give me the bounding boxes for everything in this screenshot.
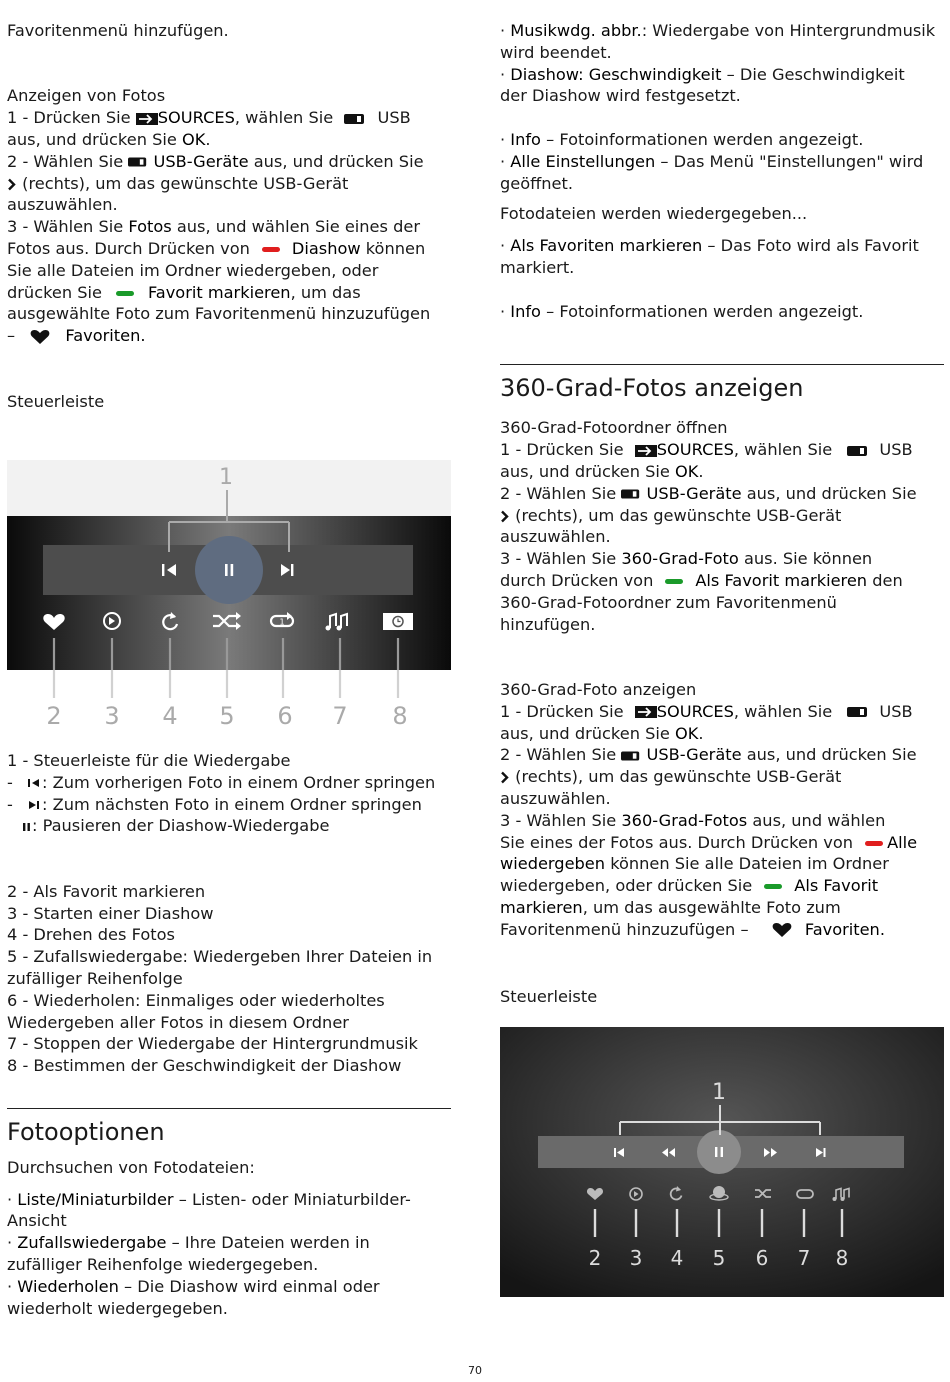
right-callout-2: 2 [588,1246,602,1270]
speed-icon [383,613,413,630]
red-key-icon [262,247,280,252]
heart-icon [772,922,792,938]
options-intro: Durchsuchen von Fotodateien: [7,1157,255,1177]
control-bar-360-figure [500,1027,944,1297]
subtitle-show-360: 360-Grad-Foto anzeigen [500,679,697,699]
open-step-1: 1 - Drücken Sie SOURCES, wählen Sie USB aus, und drücken Sie OK. [500,440,913,481]
chevron-right-icon [500,771,510,784]
red-key-icon [865,841,883,846]
usb-icon [847,706,869,718]
option-list: · Liste/Miniaturbilder – Listen- oder Miniaturbilder- Ansicht [7,1189,411,1231]
sources-icon [635,706,657,718]
section-title-photo-options: Fotooptionen [7,1117,165,1146]
left-callout-8: 8 [392,702,408,730]
right-column [500,20,945,1008]
control-bar-figure [7,460,451,730]
section-divider [7,1108,451,1109]
legend-7: 7 - Stoppen der Wiedergabe der Hintergrundmusik [7,1034,418,1054]
legend-3: 3 - Starten einer Diashow [7,903,214,923]
usb-icon [621,750,641,762]
right-callout-8: 8 [835,1246,849,1270]
option-repeat: · Wiederholen – Die Diashow wird einmal oder wiederholt wiedergegeben. [7,1276,380,1318]
option-all-settings: · Alle Einstellungen – Das Menü "Einstellungen" wird geöffnet. [500,151,924,193]
legend-1: 1 - Steuerleiste für die Wiedergabe [7,751,291,770]
subtitle-open-360: 360-Grad-Fotoordner öffnen [500,418,728,438]
right-callout-3: 3 [629,1246,643,1270]
left-legend [7,750,452,1319]
green-key-icon [116,291,134,296]
next-icon [26,799,42,811]
chevron-right-icon [500,510,510,523]
left-callout-5: 5 [219,702,235,730]
sources-icon [635,445,657,457]
usb-icon [344,113,366,125]
legend-2: 2 - Als Favorit markieren [7,881,206,901]
option-shuffle: · Zufallswiedergabe – Ihre Dateien werden in zufälliger Reihenfolge wiedergegeben. [7,1233,370,1274]
show-step-1: 1 - Drücken Sie SOURCES, wählen Sie USB aus, und drücken Sie OK. [500,701,913,743]
section-divider [500,364,944,365]
controls-label: Steuerleiste [7,391,105,411]
pause-icon [22,821,32,833]
legend-5: 5 - Zufallswiedergabe: Wiedergeben Ihrer Dateien in zufälliger Reihenfolge [7,947,433,988]
legend-4: 4 - Drehen des Fotos [7,925,175,945]
left-callout-3: 3 [104,702,120,730]
step-3: 3 - Wählen Sie Fotos aus, und wählen Sie eines der Fotos aus. Durch Drücken von Diashow können Sie alle Dateien im Ordner wiedergeben, oder drücken Sie Favorit markieren, um das ausgewählte Foto zum Favoritenmenü hinzuzufügen – Favoriten. [7,217,431,346]
option-info-2: · Info – Fotoinformationen werden angezeigt. [500,301,864,321]
pause-button-bg [195,536,263,604]
option-slideshow: · Diashow: Geschwindigkeit – Die Geschwindigkeit der Diashow wird festgesetzt. [500,64,905,106]
right-callout-6: 6 [755,1246,769,1270]
right-callout-5: 5 [712,1246,726,1270]
show-step-3: 3 - Wählen Sie 360-Grad-Fotos aus, und wählen Sie eines der Fotos aus. Durch Drücken von Alle wiedergeben können Sie alle Dateien im Ordner wiedergeben, oder drücken Sie Als Favorit markieren, um das ausgewählte Foto zum Favoritenmenü hinzuzufügen – Favoriten. [500,810,918,939]
step-1: 1 - Drücken Sie SOURCES, wählen Sie USB aus, und drücken Sie OK. [7,108,411,149]
controls-label-360: Steuerleiste [500,987,598,1007]
show-step-2: 2 - Wählen Sie USB-Geräte aus, und drücken Sie (rechts), um das gewünschte USB-Gerät auszuwählen. [500,745,917,808]
option-music-stop: · Musikwdg. abbr.: Wiedergabe von Hintergrundmusik wird beendet. [500,21,936,62]
legend-1b: - : Zum nächsten Foto in einem Ordner springen [7,794,422,814]
usb-icon [621,488,641,500]
sources-icon [136,113,158,125]
callout-1-360: 1 [712,1080,726,1105]
left-callout-7: 7 [332,702,348,730]
green-key-icon [665,579,683,584]
callout-1: 1 [219,465,233,490]
left-column [7,20,452,412]
legend-6: 6 - Wiederholen: Einmaliges oder wiederholtes Wiedergeben aller Fotos in diesem Ordner [7,990,385,1032]
left-callout-2: 2 [46,702,62,730]
page-number: 70 [468,1364,482,1377]
section-title-show-photos: Anzeigen von Fotos [7,86,166,106]
step-2: 2 - Wählen Sie USB-Geräte aus, und drücken Sie (rechts), um das gewünschte USB-Gerät auszuwählen. [7,151,424,215]
usb-icon [128,156,148,168]
open-step-3: 3 - Wählen Sie 360-Grad-Foto aus. Sie können durch Drücken von Als Favorit markieren den 360-Grad-Fotoordner zum Favoritenmenü hinzufügen. [500,549,903,634]
option-info: · Info – Fotoinformationen werden angezeigt. [500,129,864,149]
legend-1a: - : Zum vorherigen Foto in einem Ordner springen [7,772,436,792]
heart-icon [30,329,50,345]
playing-label: Fotodateien werden wiedergegeben... [500,204,808,224]
intro-end: Favoritenmenü hinzufügen. [7,21,229,40]
open-step-2: 2 - Wählen Sie USB-Geräte aus, und drücken Sie (rechts), um das gewünschte USB-Gerät auszuwählen. [500,483,917,547]
left-callout-4: 4 [162,702,178,730]
legend-8: 8 - Bestimmen der Geschwindigkeit der Diashow [7,1056,402,1076]
right-callout-7: 7 [797,1246,811,1270]
option-favorite: · Als Favoriten markieren – Das Foto wird als Favorit markiert. [500,236,919,277]
svg-text:1: 1 [279,617,285,627]
legend-1c: : Pausieren der Diashow-Wiedergabe [7,815,452,837]
section-title-360: 360-Grad-Fotos anzeigen [500,374,804,403]
previous-icon [26,777,42,789]
green-key-icon [764,884,782,889]
right-callout-4: 4 [670,1246,684,1270]
usb-icon [847,445,869,457]
left-callout-6: 6 [277,702,293,730]
chevron-right-icon [7,178,17,191]
